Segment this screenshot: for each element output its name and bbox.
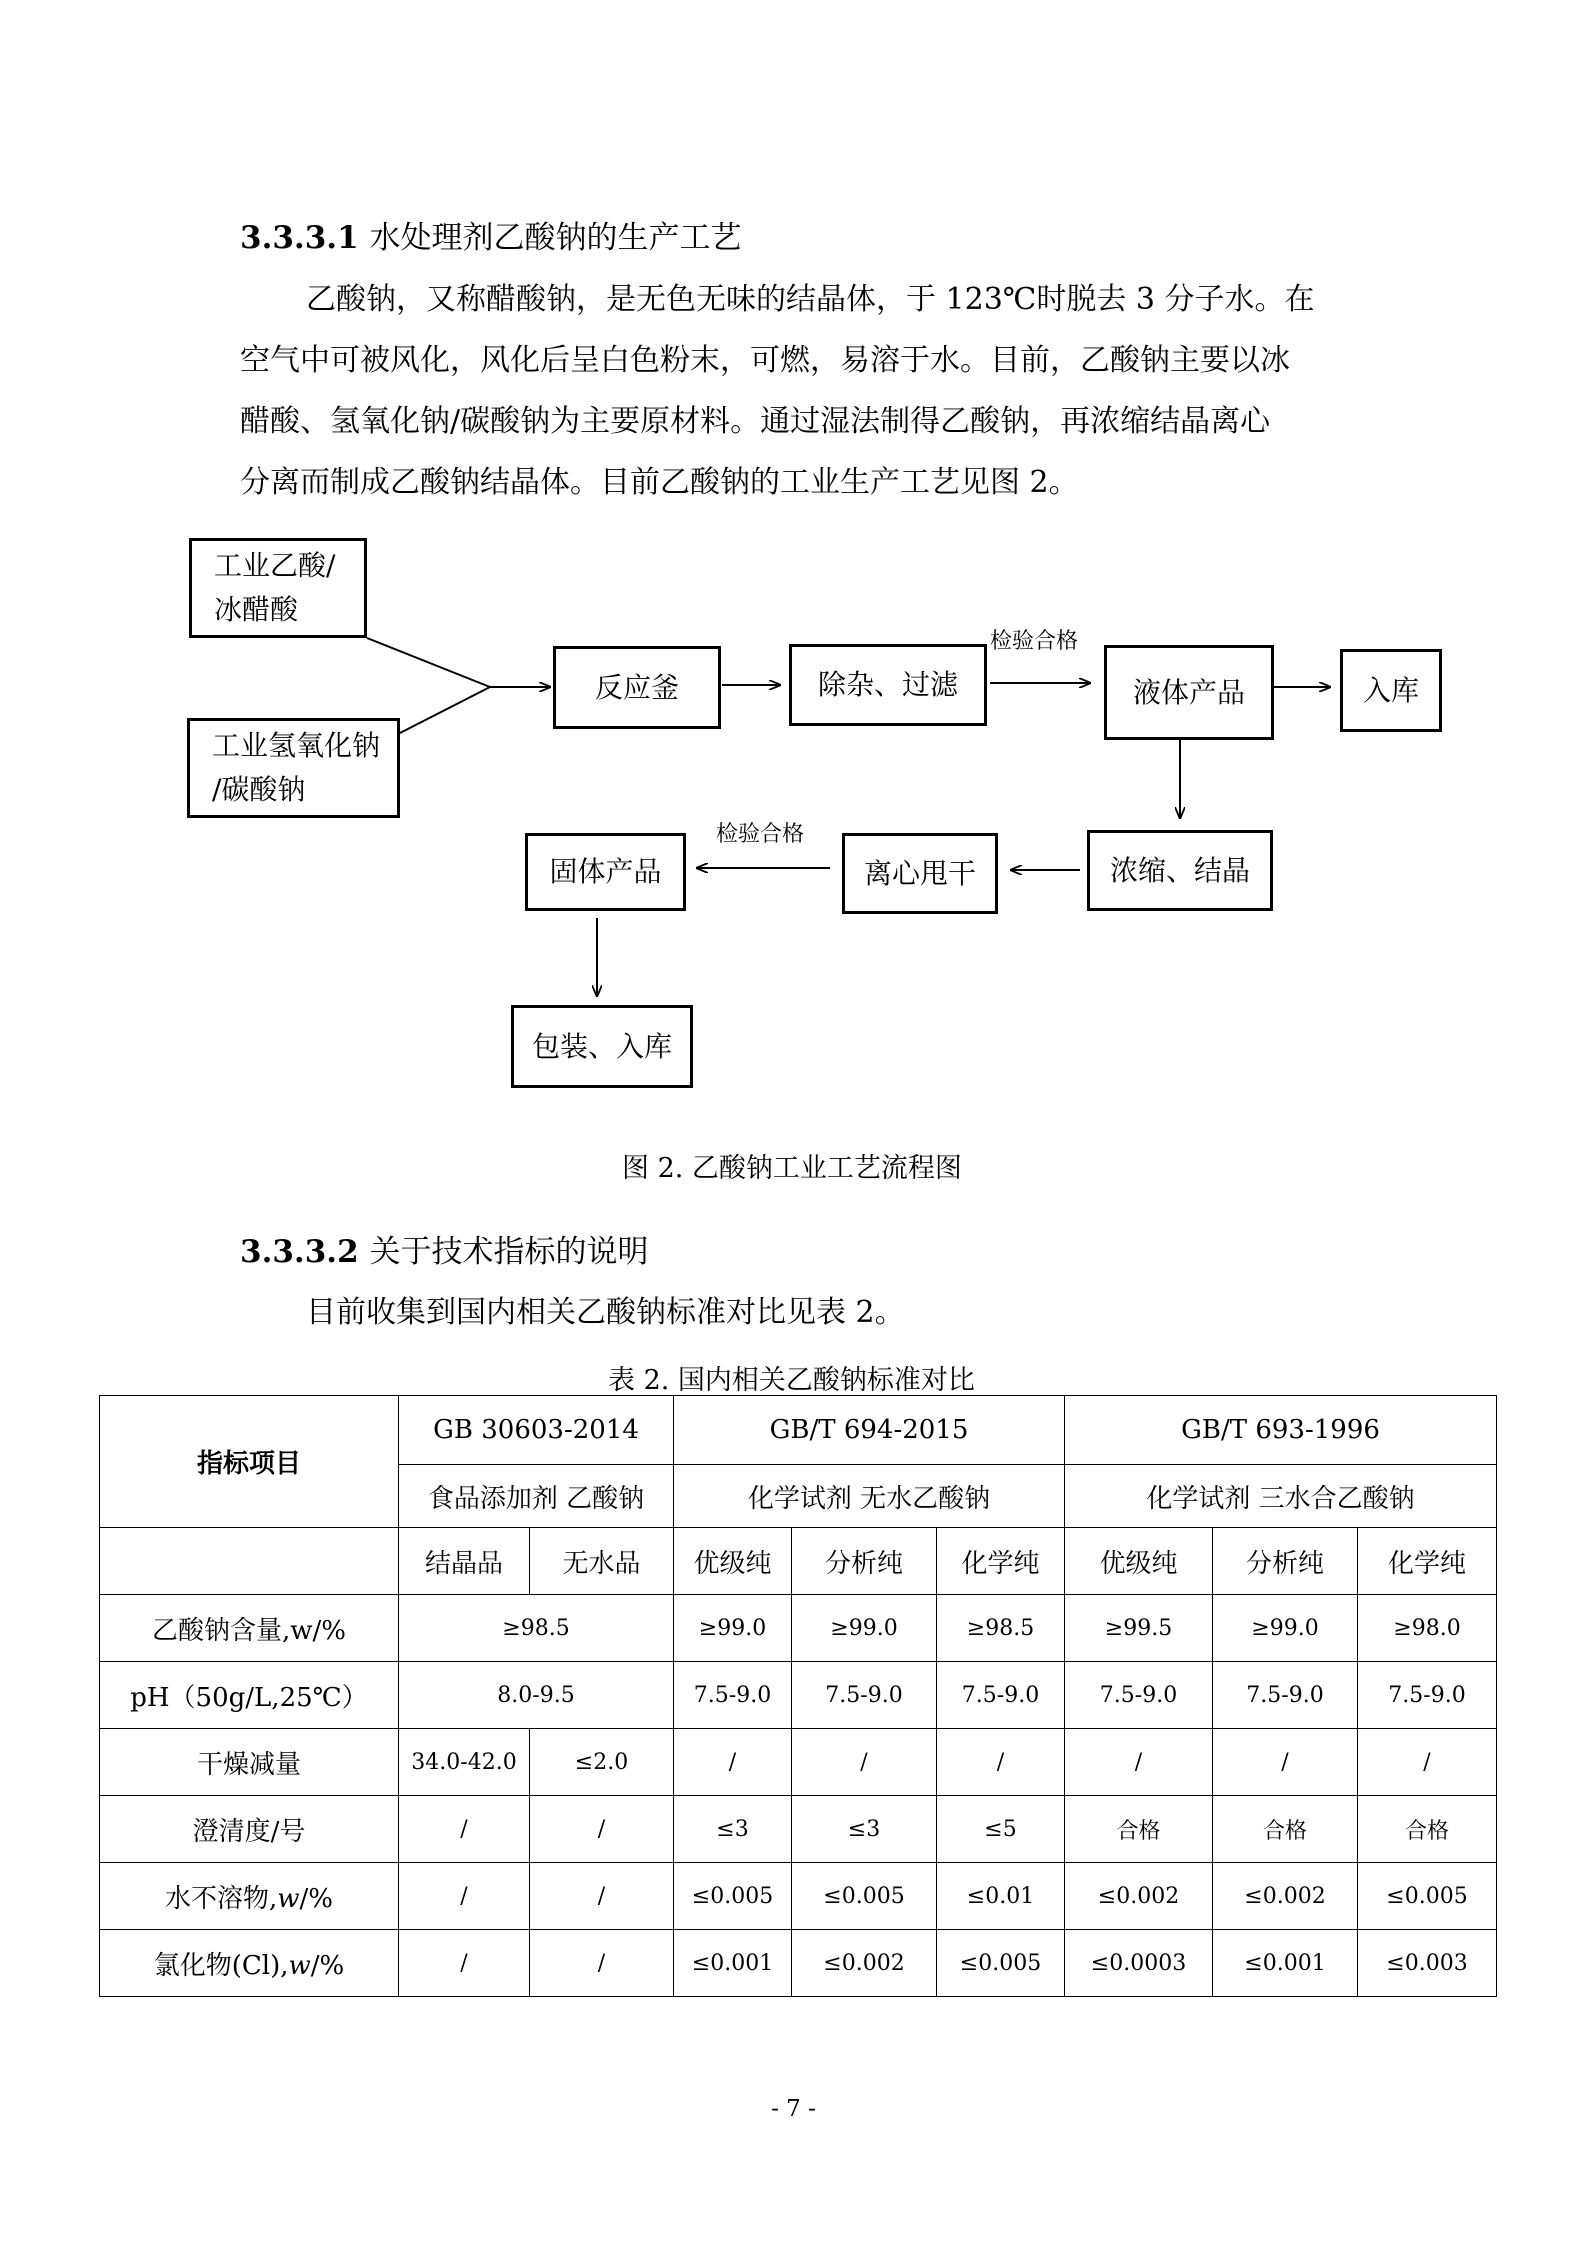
table-cell: ≥99.0 xyxy=(1213,1595,1358,1662)
table-cell: ≤0.005 xyxy=(674,1863,792,1930)
edge-label-inspection: 检验合格 xyxy=(716,822,805,847)
node-package-storage: 包装、入库 xyxy=(511,1005,693,1088)
grade-header: 分析纯 xyxy=(1213,1528,1358,1595)
section-number: 3.3.3.1 xyxy=(240,220,359,256)
paragraph-line: 目前收集到国内相关乙酸钠标准对比见表 2。 xyxy=(306,1295,905,1330)
table-row xyxy=(100,1863,1497,1930)
table-cell: 7.5-9.0 xyxy=(937,1662,1065,1729)
table-cell: / xyxy=(530,1863,674,1930)
standard-name: 食品添加剂 乙酸钠 xyxy=(399,1465,674,1528)
section-heading-2 xyxy=(240,1226,648,1271)
section-number: 3.3.3.2 xyxy=(240,1234,359,1270)
table-cell: / xyxy=(530,1930,674,1997)
paragraph-line: 乙酸钠，又称醋酸钠，是无色无味的结晶体，于 123℃时脱去 3 分子水。在 xyxy=(306,282,1315,317)
standard-code: GB/T 693-1996 xyxy=(1065,1396,1497,1465)
row-label: 干燥减量 xyxy=(100,1729,399,1796)
table-cell: / xyxy=(1065,1729,1213,1796)
table-row xyxy=(100,1729,1497,1796)
table-cell: ≥98.0 xyxy=(1358,1595,1497,1662)
table-cell: ≤0.005 xyxy=(937,1930,1065,1997)
node-liquid-product: 液体产品 xyxy=(1104,645,1274,740)
table-cell: ≤0.001 xyxy=(674,1930,792,1997)
table-cell: ≤0.002 xyxy=(1065,1863,1213,1930)
standard-code: GB/T 694-2015 xyxy=(674,1396,1065,1465)
section-title: 关于技术指标的说明 xyxy=(369,1234,649,1270)
table-cell: ≤0.003 xyxy=(1358,1930,1497,1997)
node-solid-product: 固体产品 xyxy=(525,833,686,911)
table-row xyxy=(100,1595,1497,1662)
standards-comparison-table xyxy=(99,1395,1497,1997)
table-cell: / xyxy=(1213,1729,1358,1796)
node-centrifuge: 离心甩干 xyxy=(842,833,998,914)
node-reactor: 反应釜 xyxy=(553,646,721,729)
table-cell: 8.0-9.5 xyxy=(399,1662,674,1729)
grade-header: 化学纯 xyxy=(937,1528,1065,1595)
standard-name: 化学试剂 无水乙酸钠 xyxy=(674,1465,1065,1528)
table-cell: / xyxy=(399,1930,530,1997)
table-cell: ≤0.002 xyxy=(792,1930,937,1997)
table-cell: ≥99.5 xyxy=(1065,1595,1213,1662)
table-cell: ≤3 xyxy=(792,1796,937,1863)
table-row xyxy=(100,1930,1497,1997)
table-corner-header: 指标项目 xyxy=(100,1396,399,1528)
table-cell: ≤2.0 xyxy=(530,1729,674,1796)
table-cell: ≤0.005 xyxy=(792,1863,937,1930)
table-cell: ≥99.0 xyxy=(674,1595,792,1662)
table-cell: / xyxy=(792,1729,937,1796)
table-corner-spacer xyxy=(100,1528,399,1595)
node-filter: 除杂、过滤 xyxy=(789,644,987,726)
merge-line-top xyxy=(367,638,490,687)
page-number: - 7 - xyxy=(771,2096,816,2122)
table-cell: 7.5-9.0 xyxy=(792,1662,937,1729)
table-cell: / xyxy=(937,1729,1065,1796)
table-cell: 7.5-9.0 xyxy=(674,1662,792,1729)
grade-header: 结晶品 xyxy=(399,1528,530,1595)
standard-name: 化学试剂 三水合乙酸钠 xyxy=(1065,1465,1497,1528)
paragraph-line: 空气中可被风化，风化后呈白色粉末，可燃，易溶于水。目前，乙酸钠主要以冰 xyxy=(240,343,1290,378)
table-cell: ≤0.005 xyxy=(1358,1863,1497,1930)
table-cell: ≥98.5 xyxy=(937,1595,1065,1662)
table-cell: 合格 xyxy=(1213,1796,1358,1863)
node-raw-sodium-hydroxide: 工业氢氧化钠 /碳酸钠 xyxy=(187,718,400,818)
row-label: 氯化物(Cl),w/% xyxy=(100,1930,399,1997)
table-cell: ≤3 xyxy=(674,1796,792,1863)
figure-caption: 图 2. 乙酸钠工业工艺流程图 xyxy=(622,1153,962,1184)
table-cell: 7.5-9.0 xyxy=(1213,1662,1358,1729)
table-cell: 合格 xyxy=(1065,1796,1213,1863)
row-label: pH（50g/L,25℃） xyxy=(100,1662,399,1729)
node-raw-acetic-acid: 工业乙酸/ 冰醋酸 xyxy=(189,538,367,638)
grade-header: 无水品 xyxy=(530,1528,674,1595)
grade-header: 化学纯 xyxy=(1358,1528,1497,1595)
grade-header: 优级纯 xyxy=(674,1528,792,1595)
table-cell: 7.5-9.0 xyxy=(1358,1662,1497,1729)
row-label: 澄清度/号 xyxy=(100,1796,399,1863)
merge-line-bottom xyxy=(400,687,490,733)
table-row xyxy=(100,1662,1497,1729)
paragraph-line: 分离而制成乙酸钠结晶体。目前乙酸钠的工业生产工艺见图 2。 xyxy=(240,465,1079,500)
table-cell: ≥98.5 xyxy=(399,1595,674,1662)
table-cell: / xyxy=(1358,1729,1497,1796)
table-cell: ≤0.001 xyxy=(1213,1930,1358,1997)
table-cell: ≥99.0 xyxy=(792,1595,937,1662)
grade-header: 优级纯 xyxy=(1065,1528,1213,1595)
edge-label-inspection: 检验合格 xyxy=(990,629,1079,654)
node-concentrate-crystallize: 浓缩、结晶 xyxy=(1087,830,1273,911)
table-cell: ≤0.002 xyxy=(1213,1863,1358,1930)
node-storage: 入库 xyxy=(1340,649,1442,732)
table-cell: 合格 xyxy=(1358,1796,1497,1863)
table-cell: ≤5 xyxy=(937,1796,1065,1863)
table-cell: / xyxy=(399,1863,530,1930)
table-caption: 表 2. 国内相关乙酸钠标准对比 xyxy=(608,1365,975,1396)
section-title: 水处理剂乙酸钠的生产工艺 xyxy=(369,220,742,256)
table-cell: ≤0.0003 xyxy=(1065,1930,1213,1997)
table-cell: / xyxy=(399,1796,530,1863)
table-cell: ≤0.01 xyxy=(937,1863,1065,1930)
paragraph-line: 醋酸、氢氧化钠/碳酸钠为主要原材料。通过湿法制得乙酸钠，再浓缩结晶离心 xyxy=(240,404,1271,439)
table-cell: 7.5-9.0 xyxy=(1065,1662,1213,1729)
table-cell: / xyxy=(530,1796,674,1863)
row-label: 水不溶物,w/% xyxy=(100,1863,399,1930)
standard-code: GB 30603-2014 xyxy=(399,1396,674,1465)
row-label: 乙酸钠含量,w/% xyxy=(100,1595,399,1662)
table-cell: 34.0-42.0 xyxy=(399,1729,530,1796)
table-row xyxy=(100,1796,1497,1863)
table-cell: / xyxy=(674,1729,792,1796)
grade-header: 分析纯 xyxy=(792,1528,937,1595)
